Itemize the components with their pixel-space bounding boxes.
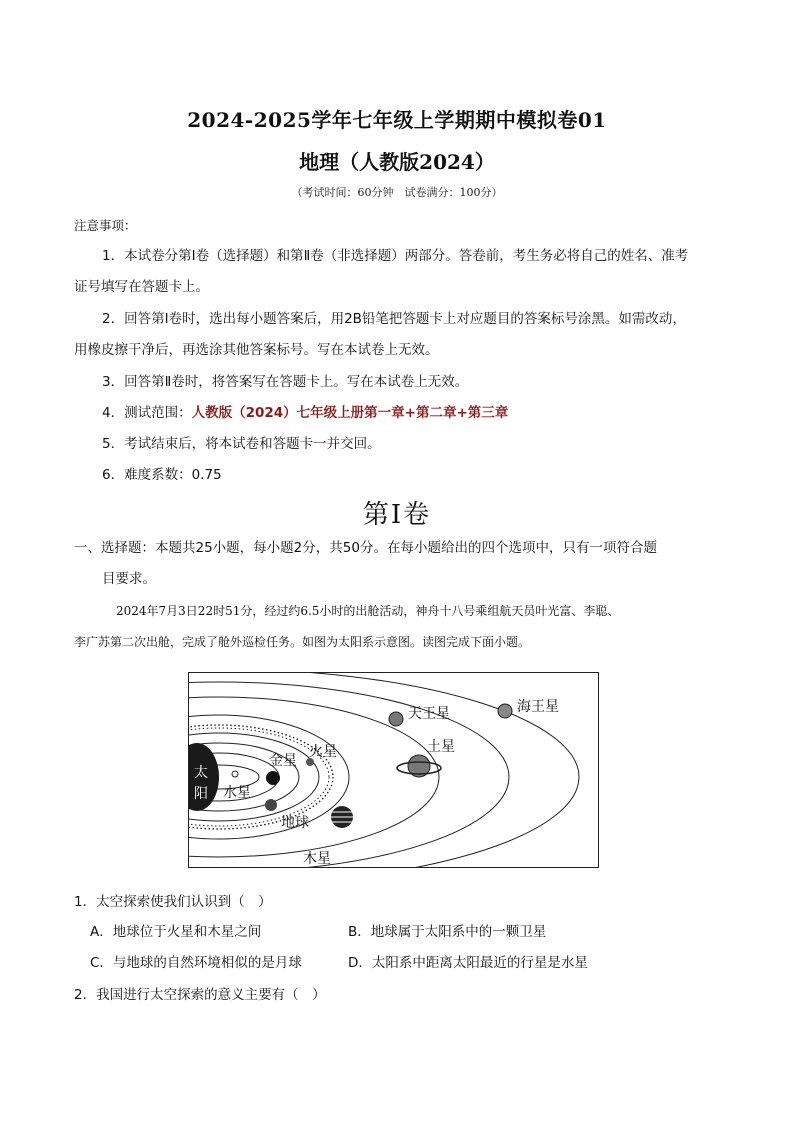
- mercury: [232, 771, 238, 777]
- note-4-prefix: 4．测试范围：: [102, 405, 192, 421]
- q1-option-c[interactable]: C．与地球的自然环境相似的是月球: [90, 955, 302, 971]
- q1-option-b[interactable]: B．地球属于太阳系中的一颗卫星: [348, 924, 547, 940]
- note-2: 2．回答第Ⅰ卷时，选出每小题答案后，用2B铅笔把答题卡上对应题目的答案标号涂黑。如需改动，: [102, 311, 686, 327]
- q1-option-a[interactable]: A．地球位于火星和木星之间: [90, 924, 262, 940]
- note-2-cont: 用橡皮擦干净后，再选涂其他答案标号。写在本试卷上无效。: [74, 342, 439, 358]
- note-4: [102, 403, 508, 423]
- solar-system-diagram: [189, 673, 599, 868]
- saturn-label: 土星: [427, 739, 455, 755]
- question-2: 2．我国进行太空探索的意义主要有（ ）: [74, 987, 326, 1003]
- neptune: [498, 704, 512, 718]
- q1-option-d[interactable]: D．太阳系中距离太阳最近的行星是水星: [348, 955, 588, 971]
- sun-label-bottom: 阳: [194, 786, 208, 802]
- neptune-label: 海王星: [517, 699, 559, 715]
- note-1-cont: 证号填写在答题卡上。: [74, 279, 209, 295]
- mercury-label: 水星: [223, 785, 251, 801]
- earth-label: 地球: [281, 815, 309, 831]
- saturn: [397, 755, 441, 777]
- part-title: 第Ⅰ卷: [362, 500, 432, 530]
- earth: [265, 799, 277, 811]
- section-heading: 一、选择题：本题共25小题，每小题2分，共50分。在每小题给出的四个选项中，只有一项符合题: [74, 540, 657, 556]
- notes-heading: 注意事项：: [74, 218, 137, 233]
- jupiter-label: 木星: [303, 851, 331, 867]
- note-5: 5．考试结束后，将本试卷和答题卡一并交回。: [102, 436, 381, 452]
- solar-system-figure: [188, 672, 599, 868]
- section-heading-cont: 目要求。: [102, 571, 156, 587]
- exam-info: （考试时间：60分钟 试卷满分：100分）: [291, 186, 503, 199]
- venus-label: 金星: [269, 753, 297, 769]
- sun-label-top: 太: [194, 765, 208, 781]
- uranus: [389, 712, 403, 726]
- exam-title: 2024-2025学年七年级上学期期中模拟卷01: [187, 108, 607, 132]
- note-6: 6．难度系数：0.75: [102, 467, 222, 483]
- jupiter: [331, 806, 353, 828]
- note-3: 3．回答第Ⅱ卷时，将答案写在答题卡上。写在本试卷上无效。: [102, 374, 469, 390]
- question-stem: 2024年7月3日22时51分，经过约6.5小时的出舱活动，神舟十八号乘组航天员叶光富、李聪、: [116, 604, 620, 618]
- uranus-label: 天王星: [408, 706, 450, 722]
- exam-subject: 地理（人教版2024）: [299, 150, 495, 174]
- question-stem-cont: 李广苏第二次出舱，完成了舱外巡检任务。如图为太阳系示意图。读图完成下面小题。: [74, 635, 531, 649]
- mars-label: 火星: [309, 744, 337, 760]
- venus: [266, 771, 280, 785]
- question-1: 1．太空探索使我们认识到（ ）: [74, 894, 272, 910]
- test-scope: 人教版（2024）七年级上册第一章+第二章+第三章: [191, 405, 509, 421]
- note-1: 1．本试卷分第Ⅰ卷（选择题）和第Ⅱ卷（非选择题）两部分。答卷前，考生务必将自己的姓名、准考: [102, 248, 689, 264]
